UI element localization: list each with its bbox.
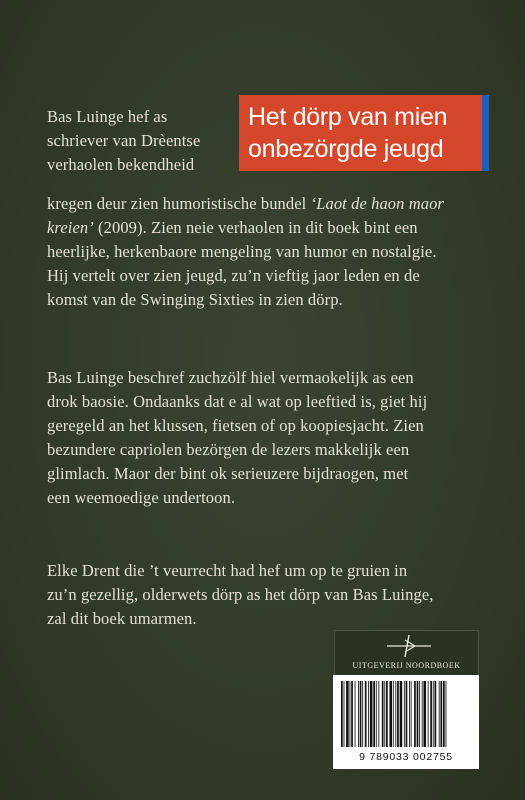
barcode-bar	[430, 681, 432, 747]
blurb-line	[47, 216, 444, 240]
barcode-bar	[365, 681, 367, 747]
blurb-text: (2009). Zien neie verhaolen in dit boek bint een	[93, 218, 418, 237]
publisher-logo	[334, 630, 479, 676]
barcode-bar	[358, 681, 359, 747]
blurb-line: komst van de Swinging Sixties in zien dörp.	[47, 290, 343, 309]
barcode-bar	[419, 681, 420, 747]
barcode-bar	[443, 681, 445, 747]
barcode-bar	[351, 681, 353, 747]
barcode-bar	[422, 681, 423, 747]
blurb-line: zal dit boek umarmen.	[47, 609, 197, 628]
blurb-paragraph-2	[47, 366, 427, 510]
barcode-bar	[378, 681, 379, 747]
barcode-bar	[360, 681, 362, 747]
blurb-line: verhaolen bekendheid	[47, 155, 195, 174]
barcode-bar	[397, 681, 399, 747]
blurb-line: geregeld an het klussen, fietsen of op koopiesjacht. Zien	[47, 416, 424, 435]
barcode-bar	[362, 681, 363, 747]
barcode-bar	[344, 681, 345, 747]
barcode-bar	[368, 681, 369, 747]
blurb-line: schriever van Drèentse	[47, 131, 201, 150]
blurb-line: drok baosie. Ondaanks dat e al wat op leeftied is, giet hij	[47, 392, 428, 411]
barcode-bar	[409, 681, 410, 747]
barcode-bar	[411, 681, 412, 747]
barcode-bar	[393, 681, 394, 747]
barcode-bar	[404, 681, 405, 747]
barcode-bar	[384, 681, 385, 747]
barcode-bar	[341, 681, 343, 747]
blurb-paragraph-1-intro	[47, 105, 200, 177]
blurb-line: zu’n gezellig, olderwets dörp as het dörp van Bas Luinge,	[47, 585, 434, 604]
blurb-line: een weemoedige undertoon.	[47, 488, 236, 507]
barcode-bar	[406, 681, 408, 747]
barcode-bars	[339, 681, 473, 749]
barcode-bar	[355, 681, 356, 747]
isbn-number: 9 789033 002755	[359, 751, 453, 763]
barcode-bar	[376, 681, 377, 747]
blurb-line	[47, 192, 444, 216]
noordboek-logo-icon	[335, 631, 478, 661]
barcode-bar	[417, 681, 419, 747]
blurb-line: glimlach. Maor der bint ok serieuzere bijdraogen, met	[47, 464, 409, 483]
barcode-bar	[446, 681, 447, 747]
barcode-bar	[346, 681, 349, 747]
barcode-bar	[435, 681, 437, 747]
barcode-bar	[382, 681, 384, 747]
book-title-line-2: onbezörgde jeugd	[248, 135, 444, 163]
barcode-bar	[400, 681, 403, 747]
blurb-line: Bas Luinge hef as	[47, 107, 168, 126]
barcode-bar	[439, 681, 440, 747]
barcode-bar	[428, 681, 429, 747]
barcode-bar	[433, 681, 434, 747]
blurb-line: heerlijke, herkenbaore mengeling van humor en nostalgie.	[47, 242, 437, 261]
isbn-barcode	[333, 675, 479, 769]
blurb-line: Elke Drent die ’t veurrecht had hef um op te gruien in	[47, 561, 408, 580]
barcode-bar	[389, 681, 392, 747]
blurb-line: bezundere capriolen bezörgen de lezers makkelijk een	[47, 440, 410, 459]
barcode-bar	[373, 681, 375, 747]
barcode-bar	[370, 681, 373, 747]
bundle-title-italic: ‘Laot de haon maor	[310, 194, 444, 213]
book-title-box	[239, 95, 489, 171]
barcode-bar	[350, 681, 351, 747]
barcode-bar	[440, 681, 442, 747]
blurb-line: Hij vertelt over zien jeugd, zu’n vieftig jaor leden en de	[47, 266, 420, 285]
blurb-paragraph-1	[47, 192, 444, 312]
blurb-paragraph-3	[47, 559, 433, 631]
publisher-name: UITGEVERIJ NOORDBOEK	[352, 661, 461, 670]
blurb-line: Bas Luinge beschref zuchzölf hiel vermaokelijk as een	[47, 368, 414, 387]
book-title-line-1: Het dörp van mien	[248, 103, 448, 131]
barcode-bar	[414, 681, 416, 747]
barcode-bar	[423, 681, 426, 747]
barcode-bar	[395, 681, 396, 747]
bundle-title-italic: kreien’	[47, 218, 94, 237]
blurb-text: kregen deur zien humoristische bundel	[47, 194, 311, 213]
barcode-bar	[386, 681, 388, 747]
